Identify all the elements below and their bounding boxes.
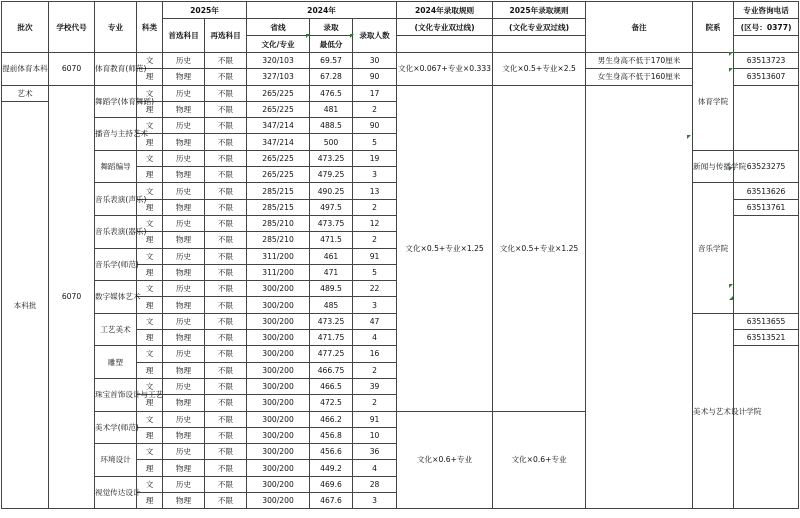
cell-province-line: 265/225	[247, 167, 310, 183]
cell-first-subject: 物理	[163, 134, 205, 150]
major-env: 环境设计	[95, 444, 137, 477]
cell-second-subject: 不限	[205, 167, 247, 183]
cell-min-score: 67.28	[310, 69, 353, 85]
cell-second-subject: 不限	[205, 248, 247, 264]
cell-count: 36	[353, 444, 397, 460]
batch-pe: 提前体育本科	[2, 53, 49, 86]
cell-type: 理	[137, 493, 163, 509]
cell-marker-icon	[687, 135, 691, 139]
cell-type: 文	[137, 248, 163, 264]
cell-count: 2	[353, 362, 397, 378]
phone-1: 63513723	[734, 53, 799, 69]
cell-type: 理	[137, 362, 163, 378]
cell-second-subject: 不限	[205, 460, 247, 476]
cell-province-line: 327/103	[247, 69, 310, 85]
cell-marker-icon	[729, 296, 733, 300]
header-empty-cell	[734, 36, 799, 53]
cell-first-subject: 物理	[163, 167, 205, 183]
cell-count: 4	[353, 330, 397, 346]
cell-count: 13	[353, 183, 397, 199]
cell-first-subject: 历史	[163, 150, 205, 166]
school-code-pe: 6070	[49, 53, 95, 86]
phone-6: 63513655	[734, 313, 799, 329]
cell-type: 文	[137, 313, 163, 329]
rule-2025-music: 文化×0.5+专业×1.25	[493, 85, 586, 411]
cell-province-line: 300/200	[247, 346, 310, 362]
cell-type: 理	[137, 167, 163, 183]
cell-second-subject: 不限	[205, 493, 247, 509]
cell-count: 12	[353, 215, 397, 231]
cell-min-score: 479.25	[310, 167, 353, 183]
cell-type: 理	[137, 134, 163, 150]
phone-3: 63523275	[734, 150, 799, 183]
cell-min-score: 489.5	[310, 281, 353, 297]
cell-min-score: 456.6	[310, 444, 353, 460]
cell-count: 17	[353, 85, 397, 101]
cell-count: 91	[353, 248, 397, 264]
cell-province-line: 300/200	[247, 493, 310, 509]
major-art-ed: 美术学(师范)	[95, 411, 137, 444]
cell-province-line: 300/200	[247, 313, 310, 329]
header-admit-count: 录取人数	[353, 19, 397, 53]
phone-empty	[734, 215, 799, 313]
cell-first-subject: 物理	[163, 199, 205, 215]
header-department: 院系	[693, 2, 734, 53]
header-empty-cell	[397, 36, 493, 53]
cell-first-subject: 物理	[163, 395, 205, 411]
major-host: 播音与主持艺术	[95, 118, 137, 151]
cell-second-subject: 不限	[205, 183, 247, 199]
header-major: 专业	[95, 2, 137, 53]
cell-first-subject: 历史	[163, 378, 205, 394]
header-rule-2024: 2024年录取规则	[397, 2, 493, 19]
cell-second-subject: 不限	[205, 53, 247, 69]
cell-type: 理	[137, 69, 163, 85]
cell-second-subject: 不限	[205, 134, 247, 150]
cell-count: 91	[353, 411, 397, 427]
cell-min-score: 471	[310, 264, 353, 280]
cell-province-line: 300/200	[247, 281, 310, 297]
rule-2025-pe: 文化×0.5+专业×2.5	[493, 53, 586, 86]
cell-count: 2	[353, 199, 397, 215]
cell-min-score: 485	[310, 297, 353, 313]
cell-count: 2	[353, 101, 397, 117]
dept-fine-art: 美术与艺术设计学院	[693, 313, 734, 509]
cell-first-subject: 历史	[163, 118, 205, 134]
cell-first-subject: 历史	[163, 346, 205, 362]
remark-female: 女生身高不低于160厘米	[586, 69, 693, 85]
cell-province-line: 265/225	[247, 101, 310, 117]
cell-first-subject: 物理	[163, 427, 205, 443]
cell-province-line: 347/214	[247, 118, 310, 134]
cell-type: 理	[137, 101, 163, 117]
phone-empty	[734, 85, 799, 150]
cell-second-subject: 不限	[205, 411, 247, 427]
dept-music: 音乐学院	[693, 183, 734, 313]
cell-min-score: 497.5	[310, 199, 353, 215]
cell-province-line: 300/200	[247, 476, 310, 492]
major-instr: 音乐表演(器乐)	[95, 215, 137, 248]
cell-province-line: 300/200	[247, 395, 310, 411]
major-visual: 视觉传达设计	[95, 476, 137, 509]
cell-first-subject: 历史	[163, 215, 205, 231]
cell-province-line: 300/200	[247, 411, 310, 427]
cell-second-subject: 不限	[205, 395, 247, 411]
cell-province-line: 311/200	[247, 264, 310, 280]
cell-min-score: 461	[310, 248, 353, 264]
cell-second-subject: 不限	[205, 264, 247, 280]
cell-count: 47	[353, 313, 397, 329]
cell-min-score: 477.25	[310, 346, 353, 362]
cell-type: 理	[137, 427, 163, 443]
cell-min-score: 466.2	[310, 411, 353, 427]
header-province-line: 省线	[247, 19, 310, 36]
cell-first-subject: 物理	[163, 460, 205, 476]
cell-marker-icon	[350, 34, 354, 38]
cell-second-subject: 不限	[205, 346, 247, 362]
major-vocal: 音乐表演(声乐)	[95, 183, 137, 216]
cell-first-subject: 历史	[163, 248, 205, 264]
cell-province-line: 285/215	[247, 183, 310, 199]
cell-count: 3	[353, 493, 397, 509]
dept-pe: 体育学院	[693, 53, 734, 151]
cell-count: 16	[353, 346, 397, 362]
header-second-subject: 再选科目	[205, 19, 247, 53]
cell-second-subject: 不限	[205, 199, 247, 215]
school-code-art: 6070	[49, 85, 95, 509]
cell-first-subject: 历史	[163, 183, 205, 199]
cell-first-subject: 历史	[163, 281, 205, 297]
cell-first-subject: 物理	[163, 264, 205, 280]
header-admitted: 录取	[310, 19, 353, 36]
rule-2024-music: 文化×0.5+专业×1.25	[397, 85, 493, 411]
cell-count: 4	[353, 460, 397, 476]
cell-type: 文	[137, 411, 163, 427]
header-batch: 批次	[2, 2, 49, 53]
header-school-code: 学校代号	[49, 2, 95, 53]
cell-marker-icon	[729, 167, 733, 171]
major-choreo: 舞蹈编导	[95, 150, 137, 183]
cell-second-subject: 不限	[205, 150, 247, 166]
rule-2024-pe: 文化×0.067+专业×0.333	[397, 53, 493, 86]
cell-type: 文	[137, 183, 163, 199]
cell-type: 理	[137, 460, 163, 476]
cell-count: 28	[353, 476, 397, 492]
cell-first-subject: 历史	[163, 444, 205, 460]
cell-count: 5	[353, 134, 397, 150]
cell-type: 理	[137, 395, 163, 411]
cell-count: 3	[353, 167, 397, 183]
remark-empty	[586, 85, 693, 509]
cell-min-score: 500	[310, 134, 353, 150]
cell-second-subject: 不限	[205, 232, 247, 248]
phone-4: 63513626	[734, 183, 799, 199]
cell-second-subject: 不限	[205, 330, 247, 346]
cell-second-subject: 不限	[205, 69, 247, 85]
cell-count: 2	[353, 232, 397, 248]
cell-count: 2	[353, 395, 397, 411]
phone-5: 63513761	[734, 199, 799, 215]
major-digital: 数字媒体艺术	[95, 281, 137, 314]
major-dance-pe: 舞蹈学(体育舞蹈)	[95, 85, 137, 118]
cell-min-score: 473.25	[310, 313, 353, 329]
cell-min-score: 473.75	[310, 215, 353, 231]
cell-type: 理	[137, 264, 163, 280]
cell-province-line: 300/200	[247, 378, 310, 394]
cell-type: 理	[137, 199, 163, 215]
cell-second-subject: 不限	[205, 101, 247, 117]
cell-province-line: 285/210	[247, 215, 310, 231]
cell-count: 39	[353, 378, 397, 394]
header-min-score: 最低分	[310, 36, 353, 53]
cell-min-score: 466.5	[310, 378, 353, 394]
cell-min-score: 449.2	[310, 460, 353, 476]
cell-first-subject: 物理	[163, 362, 205, 378]
rule-2025-art: 文化×0.6+专业	[493, 411, 586, 509]
header-remark: 备注	[586, 2, 693, 53]
cell-first-subject: 历史	[163, 476, 205, 492]
cell-province-line: 300/200	[247, 297, 310, 313]
cell-type: 文	[137, 215, 163, 231]
cell-province-line: 265/225	[247, 85, 310, 101]
header-phone: 专业咨询电话	[734, 2, 799, 19]
cell-first-subject: 物理	[163, 232, 205, 248]
cell-first-subject: 物理	[163, 101, 205, 117]
cell-min-score: 490.25	[310, 183, 353, 199]
cell-min-score: 481	[310, 101, 353, 117]
cell-min-score: 471.75	[310, 330, 353, 346]
cell-count: 90	[353, 69, 397, 85]
cell-count: 90	[353, 118, 397, 134]
cell-count: 30	[353, 53, 397, 69]
cell-province-line: 300/200	[247, 427, 310, 443]
cell-first-subject: 物理	[163, 69, 205, 85]
cell-second-subject: 不限	[205, 444, 247, 460]
header-rule-sub-2025: (文化专业双过线)	[493, 19, 586, 36]
cell-first-subject: 物理	[163, 297, 205, 313]
header-empty-cell	[493, 36, 586, 53]
cell-type: 文	[137, 476, 163, 492]
header-2025: 2025年	[163, 2, 247, 19]
cell-first-subject: 历史	[163, 53, 205, 69]
cell-marker-icon	[729, 52, 733, 56]
cell-province-line: 347/214	[247, 134, 310, 150]
cell-type: 文	[137, 53, 163, 69]
header-subject-type: 科类	[137, 2, 163, 53]
major-sculpt: 雕塑	[95, 346, 137, 379]
cell-marker-icon	[729, 284, 733, 288]
cell-type: 文	[137, 378, 163, 394]
header-rule-sub-2024: (文化专业双过线)	[397, 19, 493, 36]
dept-media: 新闻与传播学院	[693, 150, 734, 183]
cell-type: 文	[137, 281, 163, 297]
cell-second-subject: 不限	[205, 362, 247, 378]
cell-min-score: 472.5	[310, 395, 353, 411]
batch-undergrad: 本科批	[2, 101, 49, 508]
cell-first-subject: 历史	[163, 411, 205, 427]
cell-type: 文	[137, 85, 163, 101]
major-pe: 体育教育(师范)	[95, 53, 137, 86]
phone-2: 63513607	[734, 69, 799, 85]
cell-count: 3	[353, 297, 397, 313]
cell-type: 文	[137, 346, 163, 362]
cell-min-score: 469.6	[310, 476, 353, 492]
cell-second-subject: 不限	[205, 118, 247, 134]
cell-min-score: 467.6	[310, 493, 353, 509]
header-rule-2025: 2025年录取规则	[493, 2, 586, 19]
major-music-ed: 音乐学(师范)	[95, 248, 137, 281]
cell-min-score: 456.8	[310, 427, 353, 443]
cell-first-subject: 历史	[163, 313, 205, 329]
cell-province-line: 285/210	[247, 232, 310, 248]
cell-second-subject: 不限	[205, 427, 247, 443]
cell-second-subject: 不限	[205, 378, 247, 394]
admission-table	[1, 1, 799, 509]
cell-first-subject: 历史	[163, 85, 205, 101]
cell-province-line: 300/200	[247, 330, 310, 346]
phone-empty	[734, 346, 799, 509]
phone-7: 63513521	[734, 330, 799, 346]
cell-second-subject: 不限	[205, 281, 247, 297]
cell-count: 5	[353, 264, 397, 280]
header-culture-major: 文化/专业	[247, 36, 310, 53]
header-2024: 2024年	[247, 2, 397, 19]
header-first-subject: 首选科目	[163, 19, 205, 53]
cell-min-score: 473.25	[310, 150, 353, 166]
cell-first-subject: 物理	[163, 493, 205, 509]
cell-count: 22	[353, 281, 397, 297]
cell-province-line: 300/200	[247, 362, 310, 378]
cell-type: 理	[137, 232, 163, 248]
cell-second-subject: 不限	[205, 297, 247, 313]
cell-type: 文	[137, 150, 163, 166]
cell-min-score: 476.5	[310, 85, 353, 101]
rule-2024-art: 文化×0.6+专业	[397, 411, 493, 509]
cell-second-subject: 不限	[205, 215, 247, 231]
remark-male: 男生身高不低于170厘米	[586, 53, 693, 69]
cell-type: 文	[137, 118, 163, 134]
cell-type: 理	[137, 330, 163, 346]
major-jewelry: 珠宝首饰设计与工艺	[95, 378, 137, 411]
cell-province-line: 300/200	[247, 444, 310, 460]
major-craft: 工艺美术	[95, 313, 137, 346]
cell-province-line: 320/103	[247, 53, 310, 69]
cell-second-subject: 不限	[205, 313, 247, 329]
cell-province-line: 311/200	[247, 248, 310, 264]
cell-type: 理	[137, 297, 163, 313]
cell-min-score: 471.5	[310, 232, 353, 248]
cell-count: 10	[353, 427, 397, 443]
cell-first-subject: 物理	[163, 330, 205, 346]
cell-marker-icon	[306, 34, 310, 38]
cell-province-line: 285/215	[247, 199, 310, 215]
cell-marker-icon	[729, 68, 733, 72]
cell-province-line: 265/225	[247, 150, 310, 166]
header-area-code: (区号：0377)	[734, 19, 799, 36]
cell-count: 19	[353, 150, 397, 166]
cell-second-subject: 不限	[205, 85, 247, 101]
cell-province-line: 300/200	[247, 460, 310, 476]
cell-second-subject: 不限	[205, 476, 247, 492]
cell-min-score: 69.57	[310, 53, 353, 69]
cell-min-score: 488.5	[310, 118, 353, 134]
batch-art: 艺术	[2, 85, 49, 101]
cell-type: 文	[137, 444, 163, 460]
cell-min-score: 466.75	[310, 362, 353, 378]
